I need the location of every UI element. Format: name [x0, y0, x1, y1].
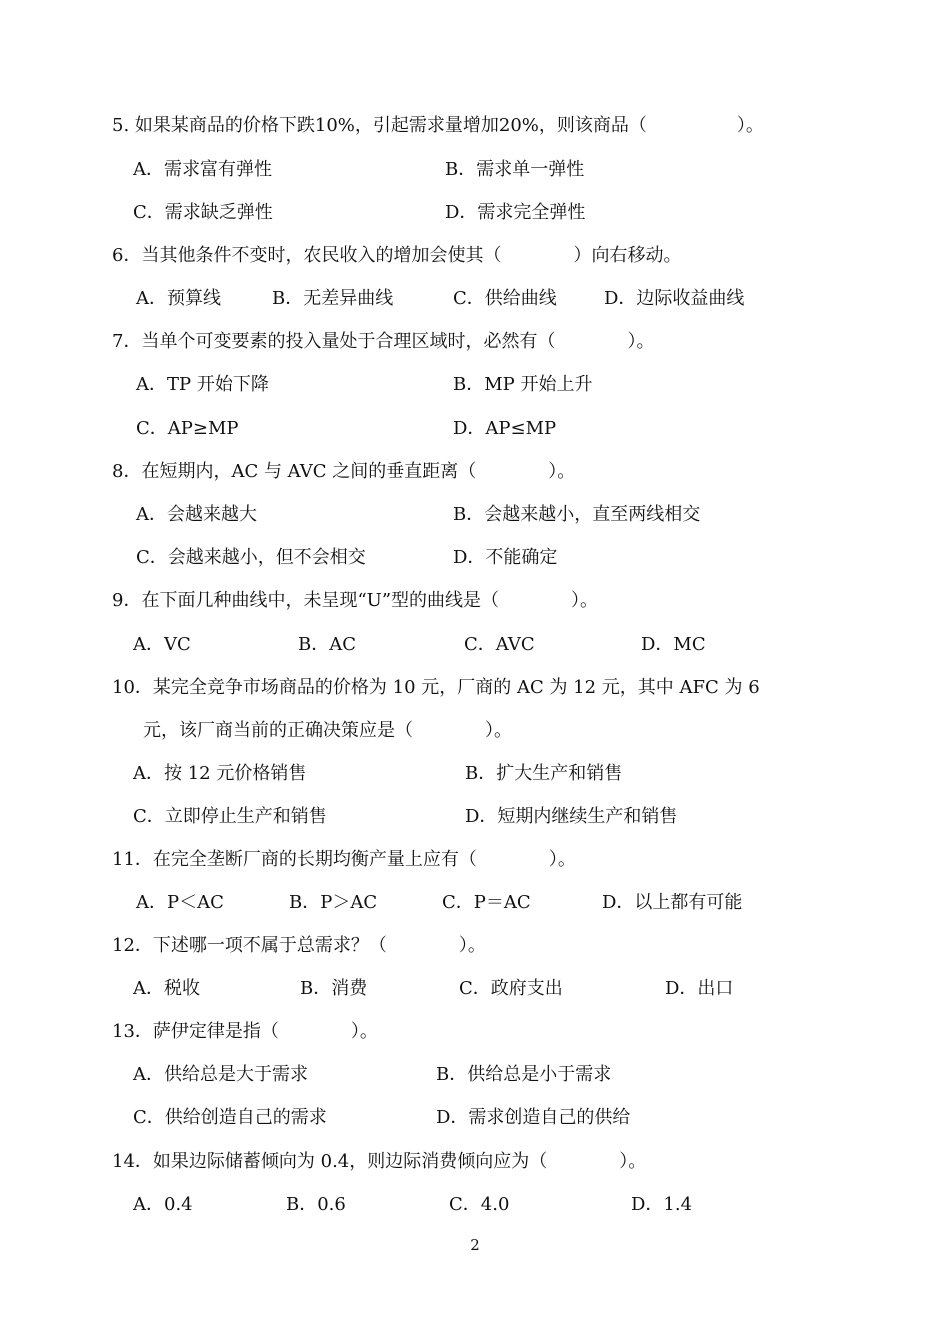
question-5-stem: 5. 如果某商品的价格下跌10%，引起需求量增加20%，则该商品（ ）。: [112, 115, 764, 136]
question-8-option-b: B．会越来越小，直至两线相交: [453, 504, 701, 525]
question-14-option-a: A．0.4: [133, 1194, 193, 1215]
question-9-option-b: B．AC: [298, 634, 356, 655]
question-5-option-d: D．需求完全弹性: [445, 202, 586, 223]
question-10-stem-line-2: 元，该厂商当前的正确决策应是（ ）。: [143, 720, 512, 741]
question-7-option-d: D．AP≤MP: [453, 418, 557, 439]
question-13-option-b: B．供给总是小于需求: [436, 1064, 612, 1085]
question-5-option-b: B．需求单一弹性: [445, 159, 585, 180]
question-14-option-b: B．0.6: [286, 1194, 346, 1215]
question-9-option-a: A．VC: [133, 634, 191, 655]
question-12-option-a: A．税收: [133, 978, 200, 999]
question-11-option-a: A．P＜AC: [136, 892, 224, 913]
question-5-option-a: A．需求富有弹性: [133, 159, 272, 180]
question-12-option-d: D．出口: [665, 978, 734, 999]
question-12-option-c: C．政府支出: [459, 978, 563, 999]
question-5-option-c: C．需求缺乏弹性: [133, 202, 273, 223]
question-11-option-c: C．P＝AC: [442, 892, 531, 913]
question-10-option-b: B．扩大生产和销售: [465, 763, 623, 784]
question-8-option-d: D．不能确定: [453, 547, 558, 568]
question-11-option-b: B．P＞AC: [289, 892, 378, 913]
question-6-option-c: C．供给曲线: [453, 288, 557, 309]
question-10-stem-line-1: 10．某完全竞争市场商品的价格为 10 元，厂商的 AC 为 12 元，其中 AFC 为 6: [112, 677, 760, 698]
question-7-stem: 7．当单个可变要素的投入量处于合理区域时，必然有（ ）。: [112, 331, 655, 352]
question-8-option-c: C．会越来越小，但不会相交: [136, 547, 366, 568]
question-11-option-d: D．以上都有可能: [602, 892, 743, 913]
question-7-option-a: A．TP 开始下降: [136, 374, 269, 395]
question-14-option-c: C．4.0: [449, 1194, 510, 1215]
page-number: 2: [470, 1236, 480, 1254]
question-6-stem: 6．当其他条件不变时，农民收入的增加会使其（ ）向右移动。: [112, 245, 682, 266]
question-8-stem: 8．在短期内，AC 与 AVC 之间的垂直距离（ ）。: [112, 461, 576, 482]
question-7-option-c: C．AP≥MP: [136, 418, 239, 439]
question-7-option-b: B．MP 开始上升: [453, 374, 593, 395]
question-14-option-d: D．1.4: [631, 1194, 693, 1215]
question-13-stem: 13．萨伊定律是指（ ）。: [112, 1021, 378, 1042]
question-6-option-b: B．无差异曲线: [272, 288, 394, 309]
question-14-stem: 14．如果边际储蓄倾向为 0.4，则边际消费倾向应为（ ）。: [112, 1151, 647, 1172]
question-6-option-d: D．边际收益曲线: [604, 288, 745, 309]
question-10-option-a: A．按 12 元价格销售: [133, 763, 307, 784]
question-9-option-d: D．MC: [641, 634, 706, 655]
question-11-stem: 11．在完全垄断厂商的长期均衡产量上应有（ ）。: [112, 849, 576, 870]
question-13-option-d: D．需求创造自己的供给: [436, 1107, 631, 1128]
question-6-option-a: A．预算线: [136, 288, 221, 309]
question-13-option-c: C．供给创造自己的需求: [133, 1107, 327, 1128]
question-9-option-c: C．AVC: [464, 634, 535, 655]
question-8-option-a: A．会越来越大: [136, 504, 257, 525]
question-12-stem: 12．下述哪一项不属于总需求？（ ）。: [112, 935, 486, 956]
question-12-option-b: B．消费: [300, 978, 368, 999]
question-9-stem: 9．在下面几种曲线中，未呈现“U”型的曲线是（ ）。: [112, 590, 599, 611]
question-13-option-a: A．供给总是大于需求: [133, 1064, 308, 1085]
question-10-option-c: C．立即停止生产和销售: [133, 806, 327, 827]
question-10-option-d: D．短期内继续生产和销售: [465, 806, 678, 827]
